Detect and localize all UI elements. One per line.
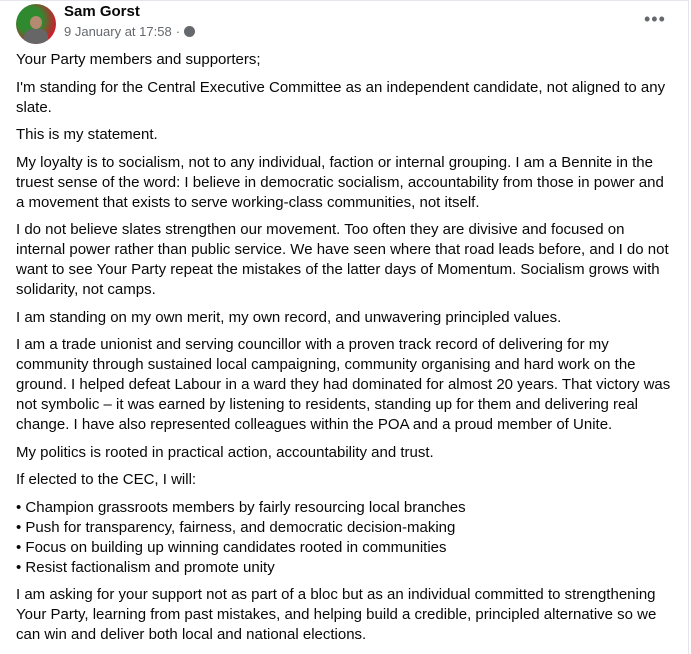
paragraph: My loyalty is to socialism, not to any individual, faction or internal grouping. I am a Bennite in the truest sense of the word: I believe in democratic socialism, accountability from those in power and a movement that exists to serve working-class communities, not itself.	[16, 153, 664, 211]
globe-icon	[184, 26, 195, 37]
author-name[interactable]: Sam Gorst	[64, 3, 140, 20]
paragraph: I'm standing for the Central Executive Committee as an independent candidate, not aligned to any slate.	[16, 78, 666, 116]
timestamp[interactable]: 9 January at 17:58	[64, 24, 172, 39]
bullet-list	[16, 498, 676, 578]
paragraph: This is my statement.	[16, 126, 158, 143]
separator: ·	[175, 24, 181, 39]
paragraph: My politics is rooted in practical action, accountability and trust.	[16, 443, 434, 461]
paragraph: If elected to the CEC, I will:	[16, 471, 197, 488]
bullet-item: • Resist factionalism and promote unity	[16, 558, 275, 576]
more-options-button[interactable]: •••	[644, 9, 666, 29]
bullet-item: • Champion grassroots members by fairly resourcing local branches	[16, 498, 466, 516]
paragraph: I do not believe slates strengthen our movement. Too often they are divisive and focused on internal power rather than public service. We have seen where that road leads before, and I do not want to see Your Party repeat the mistakes of the latter days of Momentum. Socialism grows with solidarity, not camps.	[16, 221, 669, 298]
bullet-item: • Focus on building up winning candidates rooted in communities	[16, 538, 447, 556]
paragraph: I am standing on my own merit, my own record, and unwavering principled values.	[16, 308, 562, 326]
bullet-item: • Push for transparency, fairness, and democratic decision-making	[16, 518, 456, 536]
post-meta	[64, 24, 195, 39]
paragraph: I am a trade unionist and serving councillor with a proven track record of delivering for my community through sustained local campaigning, community organising and hard work on the ground. I helped defeat Labour in a ward they had dominated for almost 20 years. That victory was not symbolic – it was earned by listening to residents, standing up for them and delivering real change. I have also represented colleagues within the POA and a proud member of Unite.	[16, 336, 671, 433]
post-body	[16, 50, 676, 653]
closing-paragraph: I am asking for your support not as part of a bloc but as an individual committed to strengthening Your Party, learning from past mistakes, and helping build a credible, principled alternative so we can win and deliver both local and national elections.	[16, 586, 657, 643]
paragraph: Your Party members and supporters;	[16, 51, 261, 68]
avatar-body	[24, 29, 48, 44]
avatar-head	[30, 16, 42, 29]
author-avatar[interactable]	[16, 4, 56, 44]
